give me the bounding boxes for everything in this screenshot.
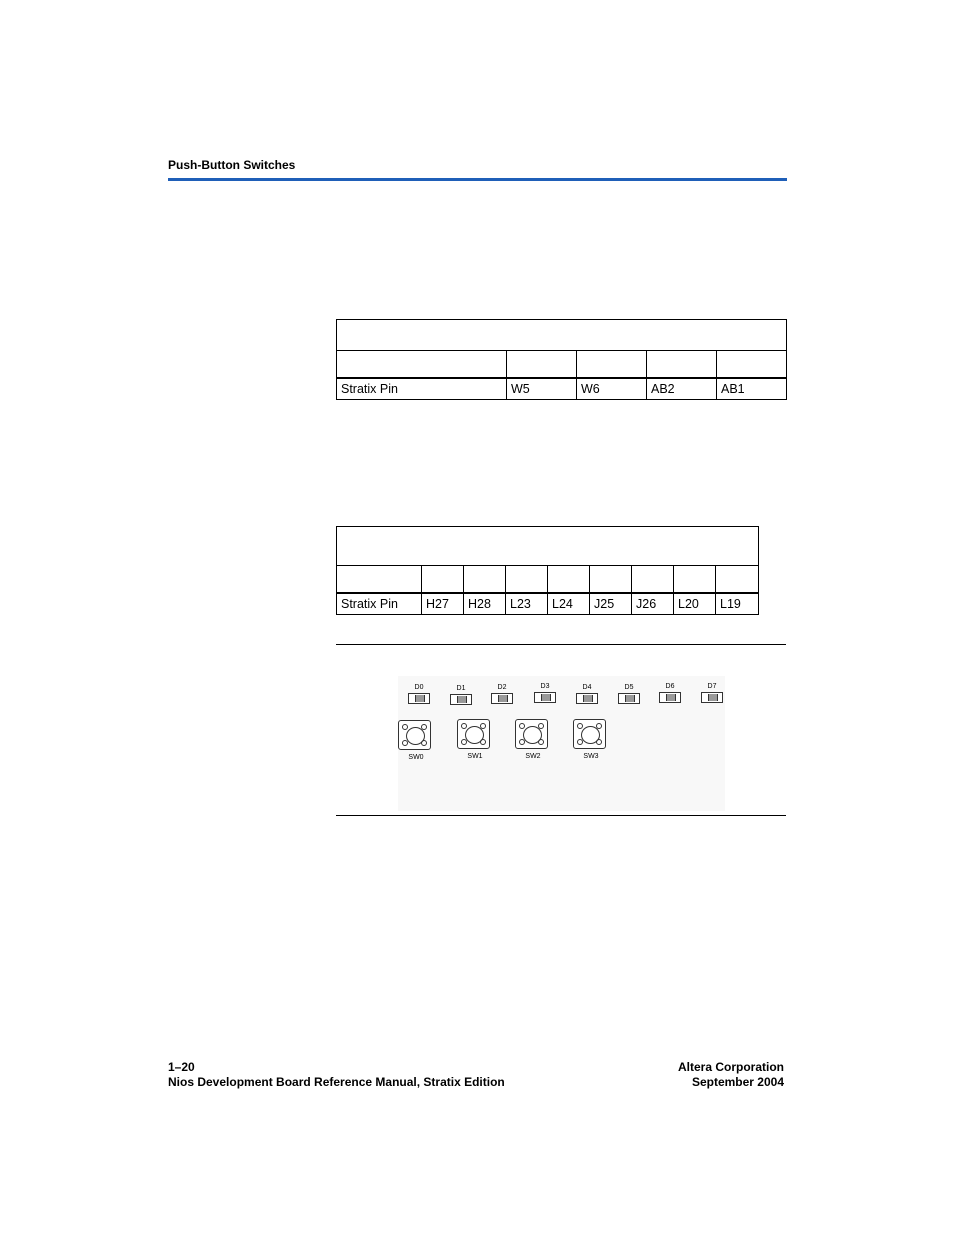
led-icon: [491, 693, 513, 704]
table-cell: W5: [507, 378, 577, 400]
figure-top-rule: [336, 644, 786, 645]
led-icon: [534, 692, 556, 703]
table-cell: L19: [716, 593, 759, 615]
table-cell: H27: [422, 593, 464, 615]
switch-label: SW1: [467, 753, 483, 760]
table-title: [337, 527, 759, 566]
table-header-cell: [337, 351, 507, 379]
switch-sw3: [573, 719, 609, 760]
switch-sw0: [398, 720, 434, 761]
table-cell: H28: [464, 593, 506, 615]
led-d1: [447, 685, 475, 705]
table-header-cell: [717, 351, 787, 379]
table-cell: L23: [506, 593, 548, 615]
push-button-icon: [398, 720, 431, 750]
footer-right: [678, 1060, 784, 1090]
table-cell: J26: [632, 593, 674, 615]
switch-label: SW3: [583, 753, 599, 760]
table-header-cell: [507, 351, 577, 379]
table-title: [337, 320, 787, 351]
led-d6: [656, 683, 684, 703]
running-header: Push-Button Switches: [168, 158, 296, 172]
led-label: D2: [497, 684, 507, 691]
table-cell: L20: [674, 593, 716, 615]
table-header-cell: [647, 351, 717, 379]
led-icon: [576, 693, 598, 704]
publication-date: September 2004: [691, 1075, 784, 1089]
led-label: D4: [582, 684, 592, 691]
led-icon: [701, 692, 723, 703]
push-button-icon: [457, 719, 490, 749]
table-header-cell: [506, 566, 548, 594]
led-icon: [659, 692, 681, 703]
table-cell: L24: [548, 593, 590, 615]
table-header-cell: [464, 566, 506, 594]
switch-label: SW0: [408, 754, 424, 761]
led-d4: [573, 684, 601, 704]
header-rule: [168, 178, 787, 181]
table-row: [337, 378, 787, 400]
manual-title: Nios Development Board Reference Manual, Stratix Edition: [168, 1075, 505, 1089]
table-cell: J25: [590, 593, 632, 615]
led-label: D1: [456, 685, 466, 692]
led-label: D3: [540, 683, 550, 690]
led-icon: [618, 693, 640, 704]
led-d0: [405, 684, 433, 704]
led-d5: [615, 684, 643, 704]
table-header-cell: [337, 566, 422, 594]
switch-label: SW2: [525, 753, 541, 760]
table-cell: AB1: [717, 378, 787, 400]
table-cell: AB2: [647, 378, 717, 400]
table-row: [337, 593, 759, 615]
switch-sw2: [515, 719, 551, 760]
table-header-cell: [632, 566, 674, 594]
led-d7: [698, 683, 726, 703]
table-cell: W6: [577, 378, 647, 400]
push-button-icon: [515, 719, 548, 749]
table-header-cell: [422, 566, 464, 594]
led-d3: [531, 683, 559, 703]
table-pushbutton-pins: [336, 319, 787, 400]
board-figure: [398, 676, 725, 811]
footer-left: [168, 1060, 505, 1090]
company-name: Altera Corporation: [677, 1060, 784, 1074]
table-led-pins: [336, 526, 759, 615]
table-header-cell: [674, 566, 716, 594]
led-d2: [488, 684, 516, 704]
led-icon: [450, 694, 472, 705]
led-label: D6: [665, 683, 675, 690]
push-button-icon: [573, 719, 606, 749]
table-header-cell: [716, 566, 759, 594]
led-label: D5: [624, 684, 634, 691]
switch-sw1: [457, 719, 493, 760]
led-label: D7: [707, 683, 717, 690]
table-header-cell: [577, 351, 647, 379]
table-header-cell: [590, 566, 632, 594]
table-header-cell: [548, 566, 590, 594]
page-number: 1–20: [168, 1060, 195, 1074]
table-cell: Stratix Pin: [337, 593, 422, 615]
table-cell: Stratix Pin: [337, 378, 507, 400]
figure-bottom-rule: [336, 815, 786, 816]
led-label: D0: [414, 684, 424, 691]
led-icon: [408, 693, 430, 704]
